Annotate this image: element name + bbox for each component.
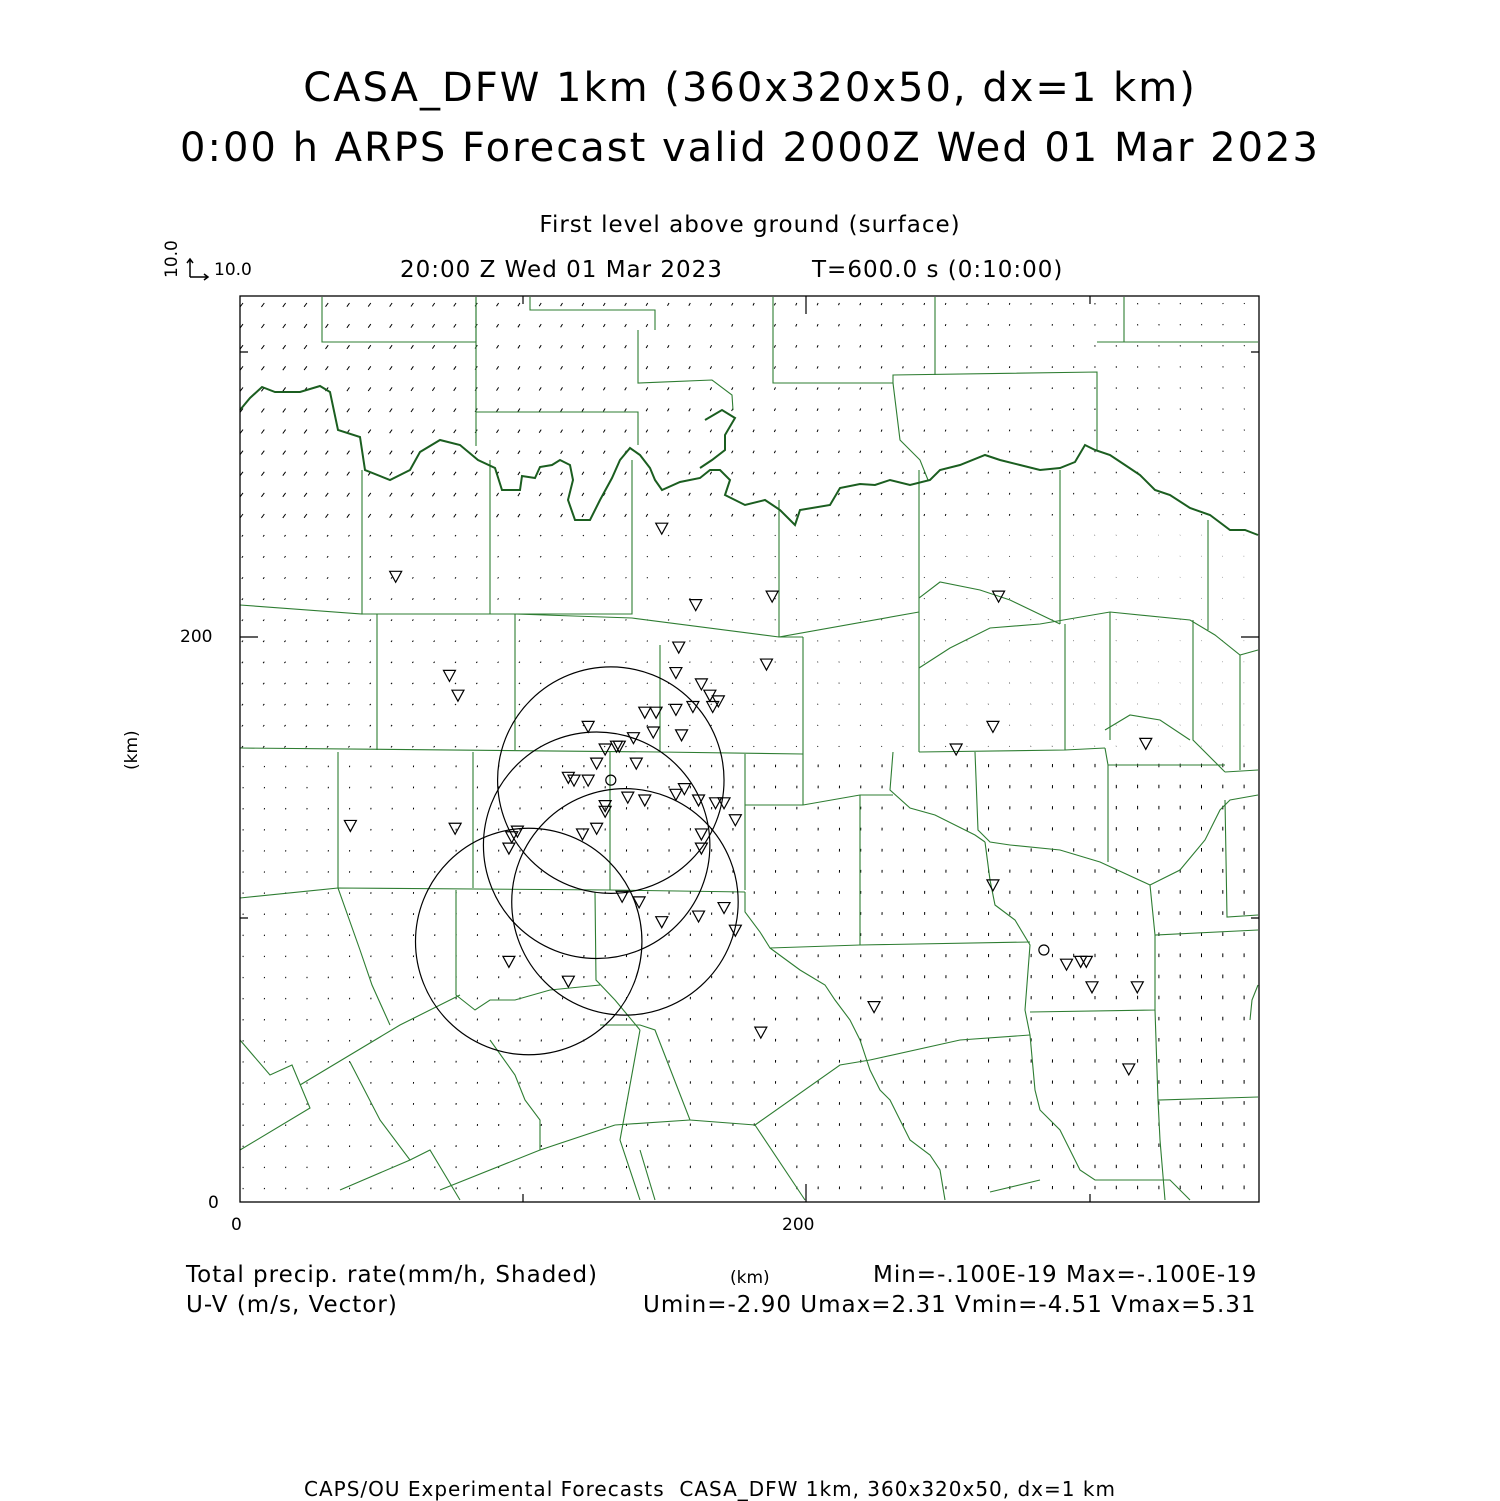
station-marker-icon [656, 523, 668, 534]
station-marker-icon [647, 727, 659, 738]
radar-site-icon [1039, 945, 1049, 955]
radar-ring-3 [512, 789, 738, 1016]
field1-legend: Total precip. rate(mm/h, Shaded) [186, 1262, 599, 1288]
radar-sites [606, 775, 1049, 955]
wind-vectors [240, 303, 1245, 1189]
station-marker-icon [950, 744, 962, 755]
observation-stations [344, 523, 1151, 1075]
station-marker-icon [639, 707, 651, 718]
station-marker-icon [1131, 982, 1143, 993]
station-marker-icon [766, 591, 778, 602]
station-marker-icon [562, 772, 574, 783]
station-marker-icon [690, 600, 702, 611]
county-boundaries [240, 297, 1258, 1200]
station-marker-icon [760, 659, 772, 670]
station-marker-icon [503, 843, 515, 854]
radar-site-icon [606, 775, 616, 785]
station-marker-icon [695, 679, 707, 690]
station-marker-icon [1123, 1064, 1135, 1075]
station-marker-icon [718, 798, 730, 809]
station-marker-icon [987, 721, 999, 732]
radar-ring-1 [498, 667, 724, 894]
level-label: First level above ground (surface) [539, 212, 961, 238]
vector-key-icon [187, 259, 208, 280]
station-marker-icon [868, 1002, 880, 1013]
station-marker-icon [591, 758, 603, 769]
y-tick-200: 200 [180, 627, 213, 647]
station-marker-icon [670, 668, 682, 679]
station-marker-icon [622, 792, 634, 803]
y-tick-0: 0 [208, 1193, 219, 1213]
station-marker-icon [718, 903, 730, 914]
radar-ring-4 [415, 828, 641, 1055]
station-marker-icon [1061, 959, 1073, 970]
wind-vector-field [240, 303, 1245, 1189]
station-marker-icon [452, 690, 464, 701]
station-marker-icon [344, 820, 356, 831]
uv-stats: Umin=-2.90 Umax=2.31 Vmin=-4.51 Vmax=5.31 [643, 1292, 1257, 1318]
station-marker-icon [755, 1027, 767, 1038]
y-axis-unit: (km) [122, 730, 142, 770]
station-marker-icon [693, 911, 705, 922]
x-axis-unit: (km) [730, 1268, 770, 1288]
station-marker-icon [639, 795, 651, 806]
station-marker-icon [630, 758, 642, 769]
station-marker-icon [582, 775, 594, 786]
station-marker-icon [449, 823, 461, 834]
station-marker-icon [656, 917, 668, 928]
state-border [240, 386, 1258, 535]
station-marker-icon [673, 642, 685, 653]
station-marker-icon [390, 571, 402, 582]
station-marker-icon [1086, 982, 1098, 993]
page-title: CASA_DFW 1km (360x320x50, dx=1 km) [303, 65, 1197, 111]
station-marker-icon [1140, 738, 1152, 749]
footer-credit: CAPS/OU Experimental Forecasts CASA_DFW 1km, 360x320x50, dx=1 km [304, 1477, 1116, 1501]
station-marker-icon [591, 823, 603, 834]
station-marker-icon [729, 815, 741, 826]
station-marker-icon [676, 730, 688, 741]
station-marker-icon [695, 829, 707, 840]
station-marker-icon [576, 829, 588, 840]
x-tick-0: 0 [231, 1215, 242, 1235]
forecast-time-title: 0:00 h ARPS Forecast valid 2000Z Wed 01 Mar 2023 [180, 125, 1320, 171]
radar-ring-2 [483, 732, 709, 959]
min-max-stats: Min=-.100E-19 Max=-.100E-19 [873, 1262, 1258, 1288]
station-marker-icon [443, 670, 455, 681]
station-marker-icon [562, 976, 574, 987]
sim-time-label: T=600.0 s (0:10:00) [812, 257, 1064, 283]
station-marker-icon [503, 956, 515, 967]
station-marker-icon [670, 704, 682, 715]
vector-key-u-label: 10.0 [214, 260, 252, 280]
station-marker-icon [599, 744, 611, 755]
valid-time-label: 20:00 Z Wed 01 Mar 2023 [400, 257, 723, 283]
station-marker-icon [987, 880, 999, 891]
field2-legend: U-V (m/s, Vector) [186, 1292, 398, 1318]
vector-key-v-label: 10.0 [162, 240, 182, 278]
x-tick-200: 200 [782, 1215, 815, 1235]
station-marker-icon [582, 721, 594, 732]
